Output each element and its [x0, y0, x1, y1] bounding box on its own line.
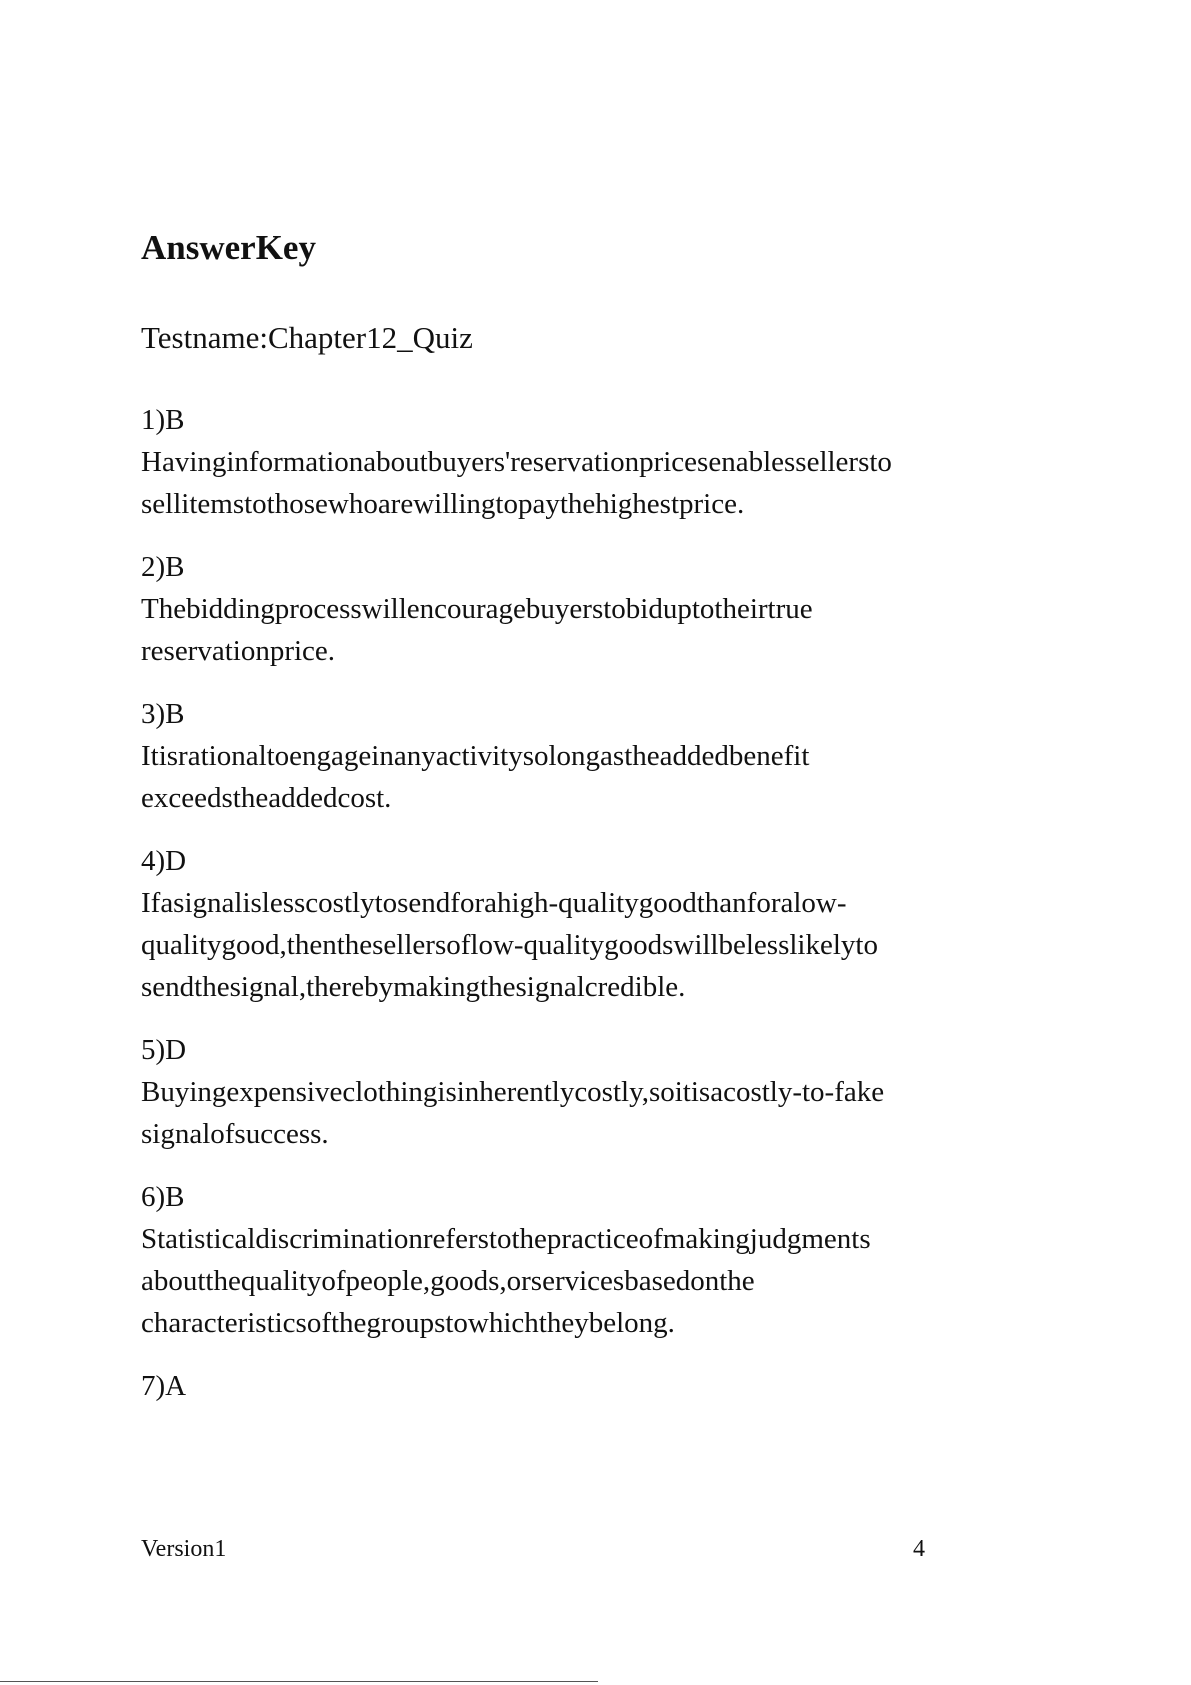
answer-explanation: Ifasignalislesscostlytosendforahigh-qualitygoodthanforalow- qualitygood,thenthesellersoflow-qualitygoodswillbelesslikelyto sendthesignal,therebymakingthesignalcredible.	[141, 887, 878, 1003]
answer-explanation: Buyingexpensiveclothingisinherentlycostly,soitisacostly-to-fake signalofsuccess.	[141, 1076, 885, 1150]
footer-version: Version1	[141, 1536, 227, 1562]
page-content	[141, 226, 971, 1429]
answer-explanation: Statisticaldiscriminationreferstothepracticeofmakingjudgments aboutthequalityofpeople,goods,orservicesbasedonthe characteristicsofthegroupstowhichtheybelong.	[141, 1223, 871, 1339]
answer-explanation: Itisrationaltoengageinanyactivitysolongastheaddedbenefit exceedstheaddedcost.	[141, 740, 810, 814]
answer-label: 3)B	[141, 698, 185, 730]
answer-item-5	[141, 1030, 971, 1155]
answer-item-7	[141, 1366, 971, 1407]
answer-item-2	[141, 547, 971, 672]
answer-list	[141, 400, 971, 1407]
answer-key-title: AnswerKey	[141, 228, 316, 267]
answer-item-6	[141, 1177, 971, 1344]
answer-label: 4)D	[141, 845, 187, 877]
answer-label: 2)B	[141, 551, 185, 583]
answer-explanation: Thebiddingprocesswillencouragebuyerstobiduptotheirtrue reservationprice.	[141, 593, 813, 667]
answer-item-1	[141, 400, 971, 525]
answer-label: 1)B	[141, 404, 185, 436]
answer-item-4	[141, 841, 971, 1008]
answer-item-3	[141, 694, 971, 819]
answer-label: 7)A	[141, 1370, 187, 1402]
bottom-divider	[0, 1681, 598, 1682]
test-name: Testname:Chapter12_Quiz	[141, 320, 473, 355]
answer-label: 6)B	[141, 1181, 185, 1213]
answer-explanation: Havinginformationaboutbuyers'reservationpricesenablessellersto sellitemstothosewhoarewillingtopaythehighestprice.	[141, 446, 892, 520]
footer-page-number: 4	[913, 1536, 925, 1562]
answer-label: 5)D	[141, 1034, 187, 1066]
